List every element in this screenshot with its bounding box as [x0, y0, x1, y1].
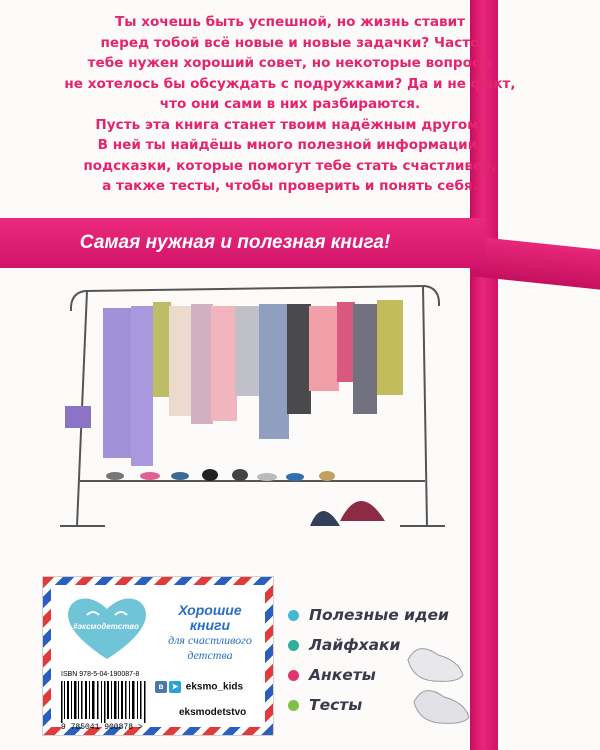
intro-line: а также тесты, чтобы проверить и понять себя.	[102, 178, 478, 194]
feature-label: Лайфхаки	[309, 636, 401, 654]
intro-line: Ты хочешь быть успешной, но жизнь ставит	[114, 14, 466, 30]
shoe	[232, 469, 248, 481]
publisher-card	[42, 576, 274, 736]
clothes-rack-illustration	[55, 276, 445, 576]
garment	[377, 300, 403, 395]
card-body	[51, 585, 265, 732]
feature-item	[288, 600, 449, 630]
shoe	[319, 471, 335, 481]
social-handle: eksmo_kids	[185, 681, 244, 693]
intro-line: подсказки, которые помогут тебе стать счастливее,	[83, 157, 497, 174]
card-slogan-line: книги	[189, 617, 231, 633]
card-slogan	[151, 603, 269, 663]
barcode-icon	[59, 681, 149, 723]
banner-slogan: Самая нужная и полезная книга!	[79, 232, 391, 253]
bullet-icon	[288, 670, 299, 681]
garment	[211, 306, 237, 421]
intro-line: В ней ты найдёшь много полезной информации,	[97, 137, 483, 153]
shoe	[140, 472, 160, 480]
garment	[337, 302, 355, 382]
intro-text	[40, 12, 540, 197]
shoes	[106, 469, 335, 481]
garment	[235, 306, 261, 396]
intro-line: Пусть эта книга станет твоим надёжным другом!	[95, 116, 485, 133]
card-slogan-line: для счастливого	[168, 633, 252, 647]
shoe	[202, 469, 218, 481]
shoe	[286, 473, 304, 481]
purple-bag	[65, 406, 91, 428]
shoe	[106, 472, 124, 480]
feature-label: Тесты	[309, 696, 363, 714]
intro-line: что они сами в них разбираются.	[159, 96, 421, 112]
garments	[103, 300, 403, 466]
intro-line: тебе нужен хороший совет, но некоторые вопросы	[87, 55, 493, 71]
sneakers-illustration	[400, 630, 480, 730]
bullet-icon	[288, 610, 299, 621]
isbn-text: ISBN 978-5-04-190087-8	[61, 671, 140, 678]
barcode-number: 9 785041 900878 >	[61, 723, 143, 732]
garment	[131, 306, 153, 466]
feature-label: Полезные идеи	[309, 606, 449, 624]
garment	[353, 304, 377, 414]
bullet-icon	[288, 700, 299, 711]
garment	[259, 304, 289, 439]
shoe	[171, 472, 189, 480]
card-slogan-line: детства	[187, 648, 233, 662]
intro-line: перед тобой всё новые и новые задачки? Часто	[100, 34, 480, 51]
card-slogan-line: Хорошие	[178, 602, 242, 618]
feature-label: Анкеты	[309, 666, 376, 684]
shoe	[257, 473, 277, 481]
navy-bag	[310, 511, 340, 526]
social-row	[155, 681, 243, 693]
garment	[309, 306, 339, 391]
red-bag	[340, 501, 385, 521]
garment	[287, 304, 311, 414]
intro-line: не хотелось бы обсуждать с подружками? Да и не факт,	[64, 75, 516, 92]
hashtag-label: #эксмодетство	[73, 622, 139, 631]
garment	[153, 302, 171, 397]
garment	[103, 308, 133, 458]
social-site: eksmodetstvo	[179, 707, 247, 718]
telegram-icon: ➤	[169, 681, 181, 693]
garment	[191, 304, 213, 424]
vk-icon: в	[155, 681, 167, 693]
bullet-icon	[288, 640, 299, 651]
